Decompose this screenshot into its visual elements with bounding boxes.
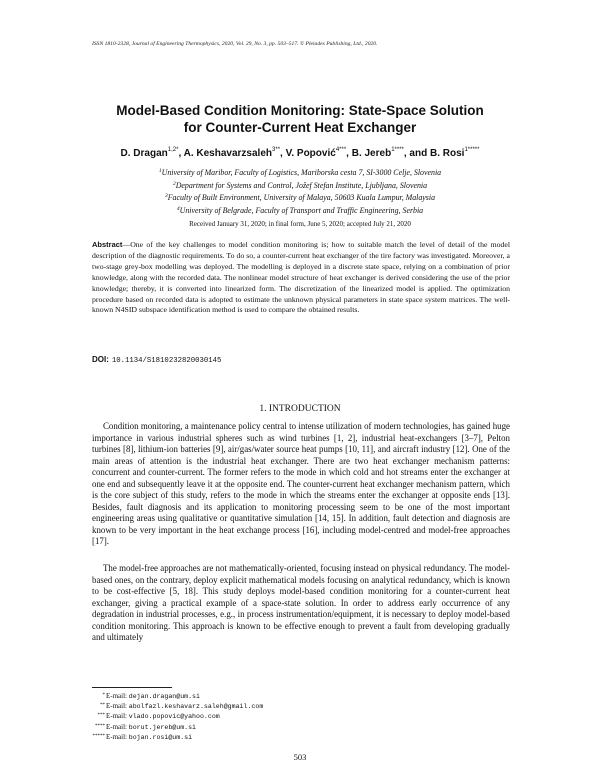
doi: DOI: 10.1134/S1810232820030145 xyxy=(92,355,222,365)
abstract xyxy=(92,240,510,316)
journal-citation-header: ISSN 1810-2328, Journal of Engineering Thermophysics, 2020, Vol. 29, No. 3, pp. 503–517. © Pleiades Publishing, Ltd., 2020. xyxy=(92,41,378,47)
affiliation: $^3$Faculty of Built Environment, University of Malaya, 50603 Kuala Lumpur, Malaysia xyxy=(164,193,436,202)
abstract-text: —One of the key challenges to model condition monitoring is; how to suitable match the level of detail of the model description of the diagnostic requirements. To do so, a counter-current heat exchanger of the tire factory was investigated. Moreover, a two-stage grey-box modelling was deployed. The modelling is deployed in a discrete state space, relying on a combination of prior knowledge, along with the recorded data. The nonlinear model structure of heat exchanger is derived considering the use of the prior knowledge; thereby, it is converted into linearized form. The discretization of the linearized model is applied. The optimization procedure based on recorded data is adopted to estimate the unknown physical parameters in state space system matrices. The well-known N4SID subspace identification method is used to compare the obtained results. xyxy=(92,240,510,315)
author: B. Rosi$^{1*****}$ xyxy=(430,147,480,159)
footnote-divider xyxy=(92,687,172,688)
body-paragraph: The model-free approaches are not mathematically-oriented, focusing instead on physical redundancy. The model-based ones, on the contrary, deploy explicit mathematical models focusing on analytical redundancy, which is known to be cost-effective [5, 18]. This study deploys model-based condition monitoring for a counter-current heat exchanger, giving a practical example of a space-state solution. In order to address early occurrence of any degradation in industrial processes, e.g., in process instrumentation/equipment, it is necessary to deploy model-based condition monitoring. This approach is known to be effective enough to prevent a fault from developing gradually and ultimately xyxy=(92,563,510,643)
footnote: **E-mail: abolfazl.keshavarz.saleh@gmail.com xyxy=(100,702,264,711)
section-heading: 1. INTRODUCTION xyxy=(259,404,341,414)
body-paragraph: Condition monitoring, a maintenance policy central to intense utilization of modern technologies, has gained huge importance in various industrial spheres such as wind turbines [1, 2], industrial heat-exchangers [3–7], Pelton turbines [8], lithium-ion batteries [9], air/gas/water source heat pumps [10, 11], and aircraft industry [12]. One of the main areas of attention is the industrial heat exchanger. There are two heat exchanger mechanism patterns: concurrent and counter-current. The former refers to the mode in which cold and hot streams enter the exchanger at one end and subsequently leave it at the opposite end. The counter-current heat exchanger mechanism pattern, which is the core subject of this study, refers to the mode in which the streams enter the exchanger at opposite ends [13]. Besides, fault diagnosis and its application to monitoring processing seem to be one of the most important engineering areas using qualitative or quantitative simulation [14, 15]. In addition, fault detection and diagnosis are known to be very important in the heat exchange process [16], including model-centred and model-free approaches [17]. xyxy=(92,421,510,547)
abstract-label: Abstract xyxy=(92,240,123,249)
page-number: 503 xyxy=(293,752,307,762)
email-link[interactable]: bojan.rosi@um.si xyxy=(128,733,193,741)
email-link[interactable]: borut.jereb@um.si xyxy=(128,723,197,731)
author-list xyxy=(0,147,600,159)
author: A. Keshavarzsaleh$^{3**}$, xyxy=(183,147,286,159)
author: D. Dragan$^{1,2*}$, xyxy=(120,147,184,159)
paper-title-line-1: Model-Based Condition Monitoring: State-Space Solution xyxy=(116,103,484,118)
footnote: *E-mail: dejan.dragan@um.si xyxy=(102,692,200,700)
affiliations xyxy=(0,166,600,216)
affiliation: $^4$University of Belgrade, Faculty of Transport and Traffic Engineering, Serbia xyxy=(176,205,424,215)
email-link[interactable]: abolfazl.keshavarz.saleh@gmail.com xyxy=(128,703,264,711)
received-dates: Received January 31, 2020; in final form, June 5, 2020; accepted July 21, 2020 xyxy=(189,220,411,228)
footnote: *****E-mail: bojan.rosi@um.si xyxy=(92,732,193,741)
footnote: ***E-mail: vlado.popovic@yahoo.com xyxy=(97,712,220,721)
affiliation: $^1$University of Maribor, Faculty of Logistics, Mariborska cesta 7, SI-3000 Celje, Slovenia xyxy=(158,168,442,177)
affiliation: $^2$Department for Systems and Control, Jožef Stefan Institute, Ljubljana, Slovenia xyxy=(172,180,428,190)
author: B. Jereb$^{1****}$, and xyxy=(351,147,430,159)
footnote: ****E-mail: borut.jereb@um.si xyxy=(95,722,197,731)
email-link[interactable]: vlado.popovic@yahoo.com xyxy=(128,713,220,721)
email-link[interactable]: dejan.dragan@um.si xyxy=(128,693,200,700)
author: V. Popović$^{4***}$, xyxy=(285,147,352,159)
paper-title-line-2: for Counter-Current Heat Exchanger xyxy=(183,120,417,135)
footnotes xyxy=(92,691,263,742)
doi-link[interactable]: 10.1134/S1810232820030145 xyxy=(111,357,222,365)
